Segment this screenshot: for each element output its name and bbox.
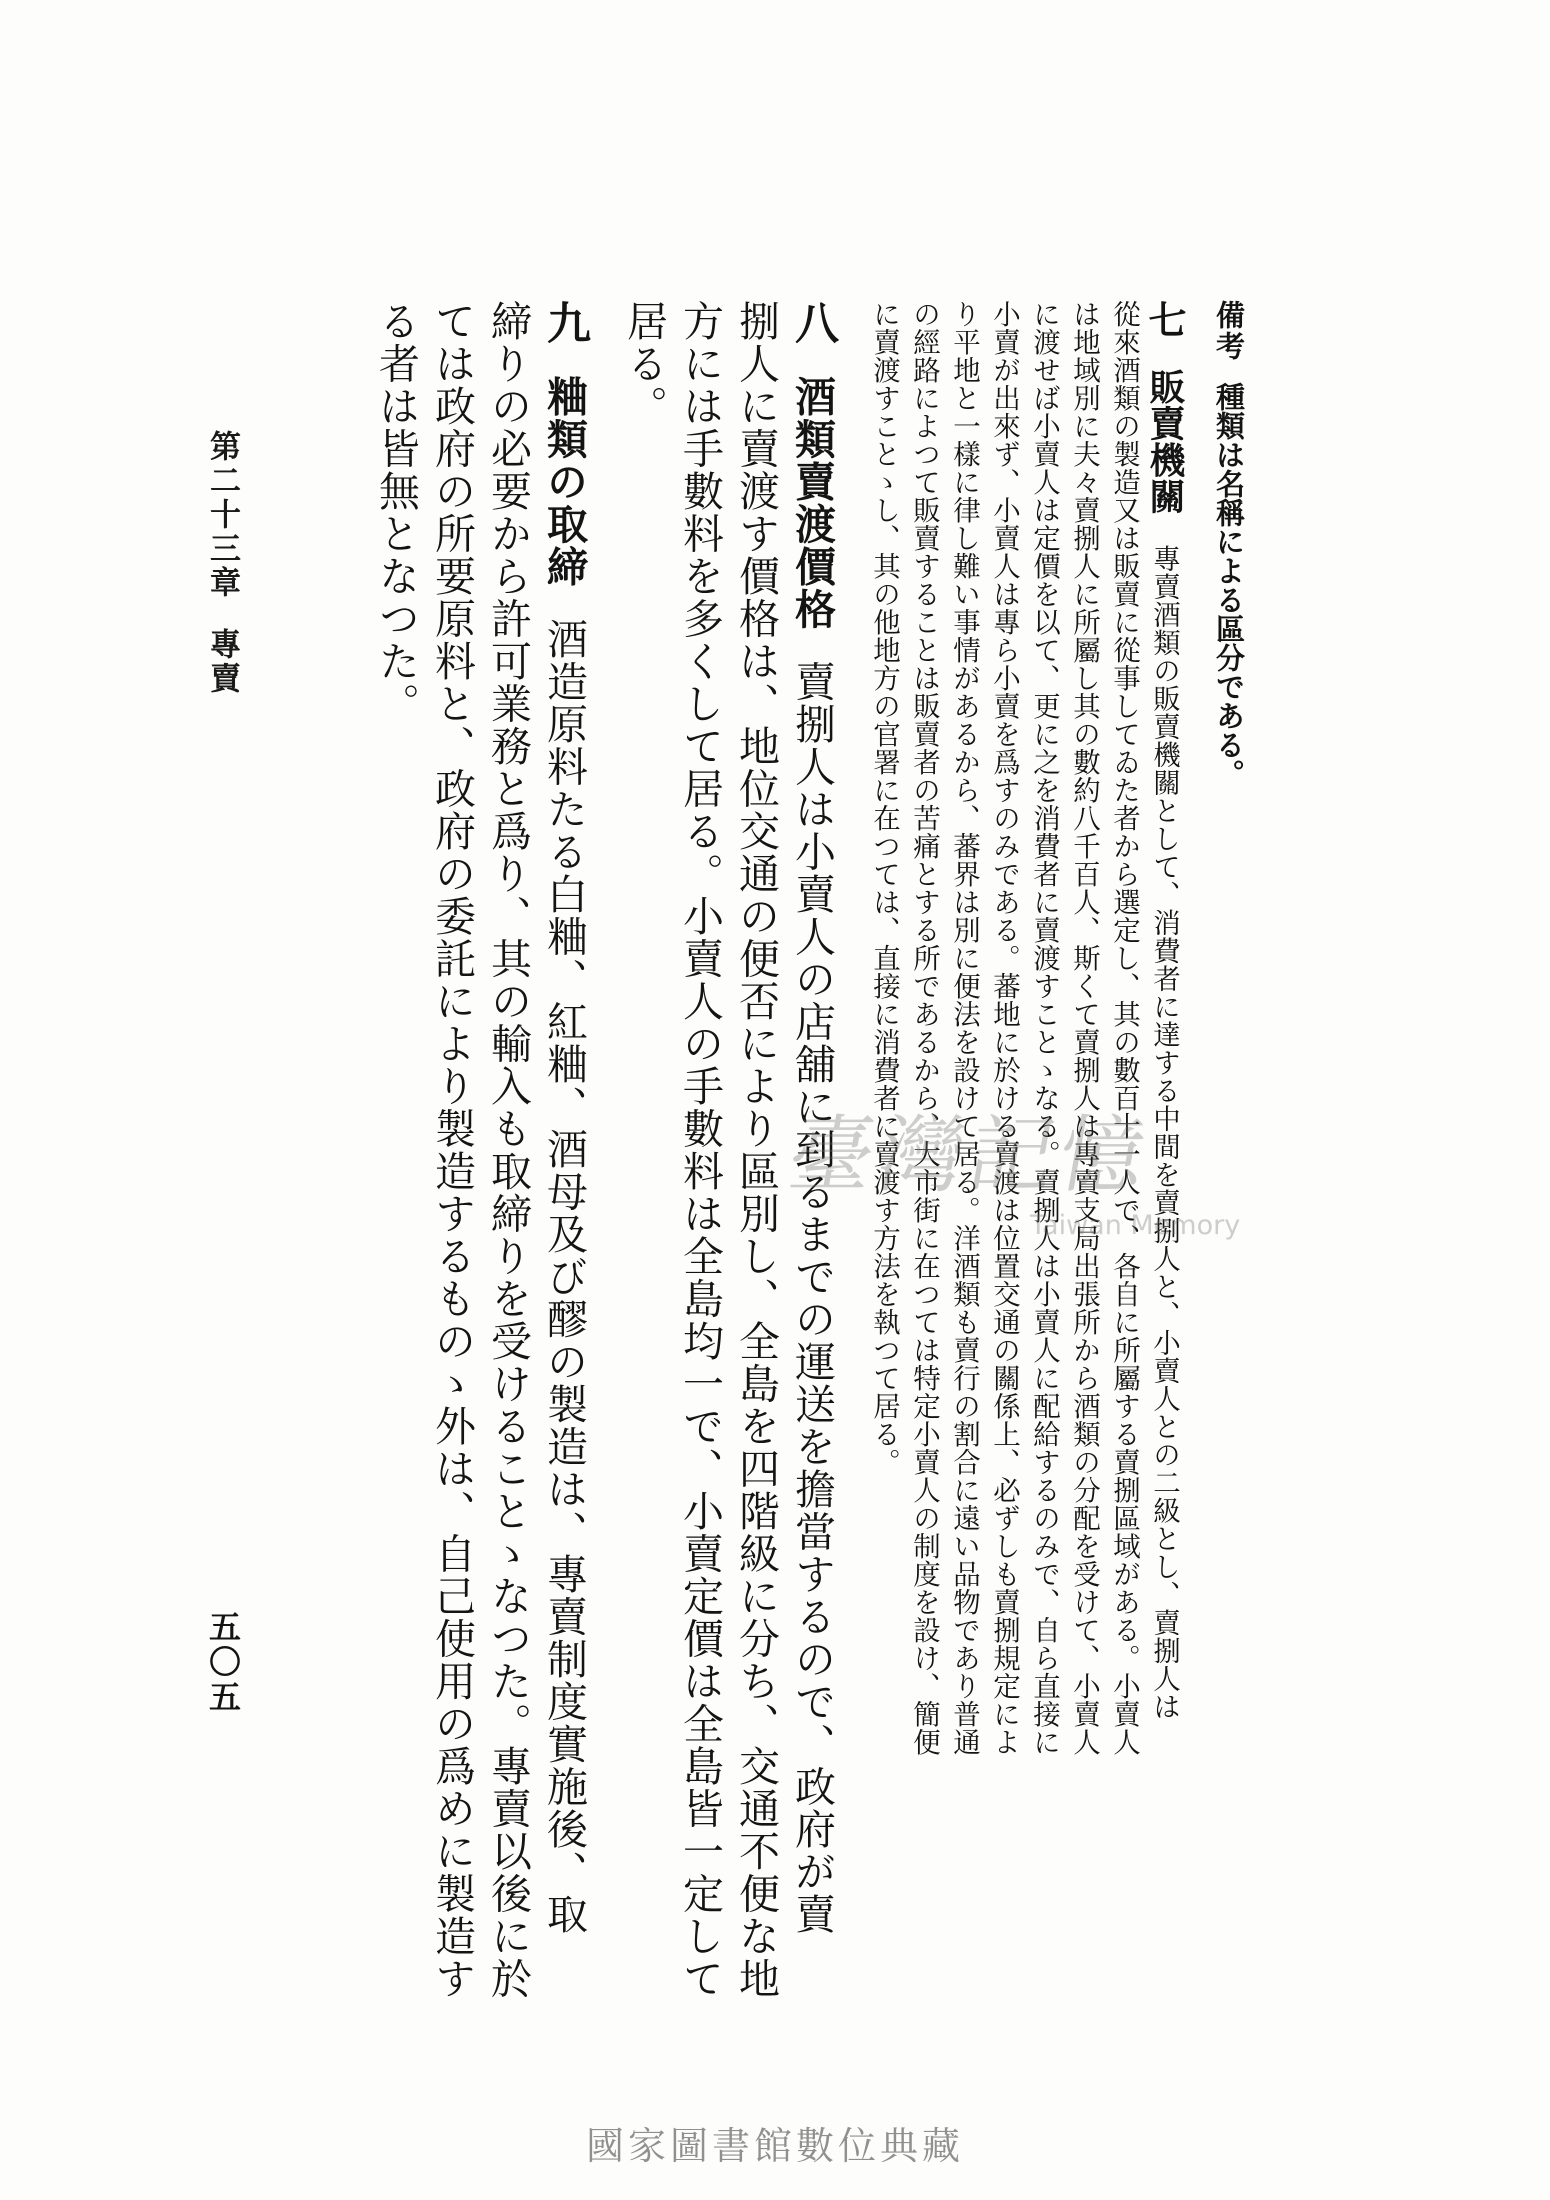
section-9-line-1 (536, 300, 592, 2020)
section-9-line-3: ては政府の所要原料と、政府の委託により製造するものゝ外は、自己使用の爲めに製造す (428, 300, 476, 2000)
note-text: 種類は名稱による區分である。 (1212, 382, 1246, 788)
section-7-line-6: り平地と一樣に律し難い事情があるから、蕃界は別に便法を設けて居る。洋酒類も賣行の割合に遠い品物であり普通 (948, 300, 980, 1756)
section-7-line-2: 從來酒類の製造又は販賣に從事してゐた者から選定し、其の數百十一人で、各自に所屬する賣捌區域がある。小賣人 (1108, 300, 1140, 1756)
watermark-english: Taiwan Memory (1030, 1210, 1241, 1241)
section-7-title: 販賣機關 (1144, 368, 1185, 515)
section-7-line-8: に賣渡すことゝし、其の他地方の官署に在つては、直接に消費者に賣渡す方法を執つて居る。 (868, 300, 900, 1476)
section-9-line-4: る者は皆無となつた。 (372, 300, 420, 725)
note-label: 備考 (1212, 300, 1246, 362)
section-7-line-4: に渡せば小賣人は定價を以て、更に之を消費者に賣渡すことゝなる。賣捌人は小賣人に配給するのみで、自ら直接に (1028, 300, 1060, 1756)
section-9-line-2: 締りの必要から許可業務と爲り、其の輸入も取締りを受けることゝなつた。專賣以後に於 (484, 300, 532, 2000)
section-7-line-5: 小賣が出來ず、小賣人は專ら小賣を爲すのみである。蕃地に於ける賣渡は位置交通の關係上、必ずしも賣捌規定によ (988, 300, 1020, 1756)
watermark-script: 臺灣記憶 (781, 1106, 1159, 1204)
chapter-topic: 專賣 (204, 628, 240, 696)
section-7-text-1: 專賣酒類の販賣機關として、消費者に達する中間を賣捌人と、小賣人との二級とし、賣捌人は (1148, 544, 1180, 1721)
section-8-number: 八 (787, 300, 838, 346)
watermark-logo (781, 1106, 1241, 1250)
section-9-text-1: 酒造原料たる白粬、紅粬、酒母及び醪の製造は、專賣制度實施後、取 (540, 618, 588, 1936)
note-line (1208, 300, 1250, 2020)
page-number: 五〇五 (204, 1610, 242, 1715)
section-7-number: 七 (1142, 300, 1186, 339)
section-8-line-3: 方には手數料を多くして居る。小賣人の手數料は全島均一で、小賣定價は全島皆一定して (676, 300, 724, 2000)
section-7-line-7: の經路によつて販賣することは販賣者の苦痛とする所であるから、大市街に在つては特定小賣人の制度を設け、簡便 (908, 300, 940, 1756)
section-7-line-3: は地域別に夫々賣捌人に所屬し其の數約八千百人、斯くて賣捌人は專賣支局出張所から酒類の分配を受けて、小賣人 (1068, 300, 1100, 1756)
section-9-title: 粬類の取締 (540, 375, 588, 588)
section-8-line-2: 捌人に賣渡す價格は、地位交通の便否により區別し、全島を四階級に分ち、交通不便な地 (732, 300, 780, 2000)
chapter-heading (200, 430, 245, 696)
library-credit: 國家圖書館數位典藏 (585, 2124, 964, 2168)
section-8-line-4: 居る。 (620, 300, 668, 428)
section-9-number: 九 (539, 300, 590, 346)
section-8-text-1: 賣捌人は小賣人の店舖に到るまでの運送を擔當するので、政府が賣 (788, 660, 836, 1936)
section-8-title: 酒類賣渡價格 (788, 375, 836, 631)
chapter-number: 第二十三章 (204, 430, 240, 600)
